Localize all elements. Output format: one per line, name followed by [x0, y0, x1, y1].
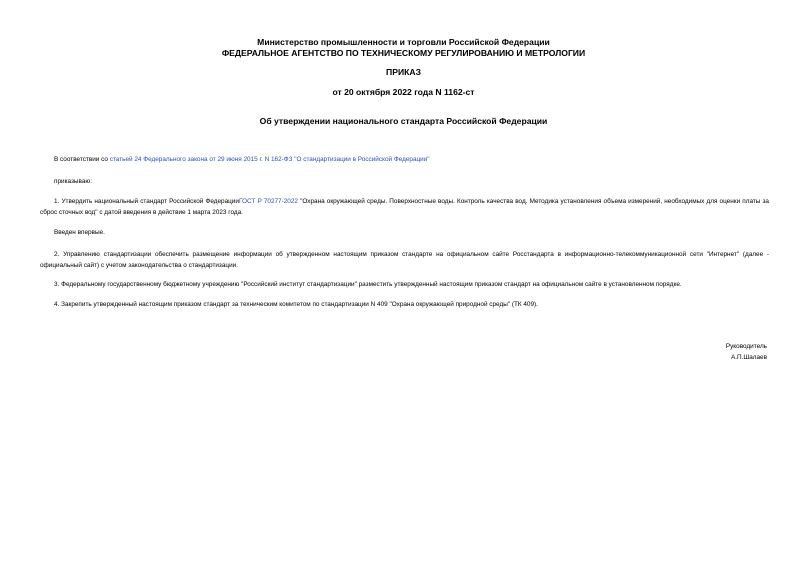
item-1-paragraph	[40, 197, 769, 218]
item-2-paragraph: 2. Управлению стандартизации обеспечить размещение информации об утвержденном настоящим приказом стандарте на официальном сайте Росстандарта в информационно-телекоммуникационной сети "Интернет" (далее - официальный сайт) с учетом законодательства о стандартизации.	[40, 251, 769, 269]
item-4-paragraph: 4. Закрепить утвержденный настоящим приказом стандарт за техническим комитетом по стандартизации N 409 "Охрана окружающей природной среды" (ТК 409).	[54, 301, 538, 308]
agency-name: ФЕДЕРАЛЬНОЕ АГЕНТСТВО ПО ТЕХНИЧЕСКОМУ РЕГУЛИРОВАНИЮ И МЕТРОЛОГИИ	[221, 48, 586, 58]
intro-prefix: В соответствии со	[54, 156, 110, 163]
signature-name: А.П.Шалаев	[730, 354, 767, 361]
introduced-first-note: Введен впервые.	[54, 229, 105, 236]
item-1-suffix: "Охрана окружающей среды. Поверхностные воды. Контроль качества вод. Методика установления объема измерений, необходимых для оценки платы за сброс сточных вод" с датой введения в действие 1 марта 2023 года.	[40, 198, 769, 216]
intro-paragraph	[40, 155, 769, 166]
doc-date: от 20 октября 2022 года N 1162-ст	[332, 87, 475, 97]
item-3-paragraph: 3. Федеральному государственному бюджетному учреждению "Российский институт стандартизации" разместить утвержденный настоящим приказом стандарт на официальном сайте в установленном порядке.	[54, 281, 682, 288]
law-link[interactable]: статьей 24 Федерального закона от 29 июня 2015 г. N 162-ФЗ "О стандартизации в Российской Федерации"	[109, 156, 430, 163]
doc-title: Об утверждении национального стандарта Российской Федерации	[259, 116, 548, 126]
ministry-name: Министерство промышленности и торговли Российской Федерации	[257, 37, 550, 47]
order-word: приказываю:	[54, 178, 92, 185]
gost-link[interactable]: ГОСТ Р 70277-2022	[238, 198, 298, 205]
signature-title: Руководитель	[725, 343, 767, 350]
item-1-prefix: 1. Утвердить национальный стандарт Российской Федерации	[54, 198, 239, 205]
doc-type: ПРИКАЗ	[386, 67, 421, 77]
